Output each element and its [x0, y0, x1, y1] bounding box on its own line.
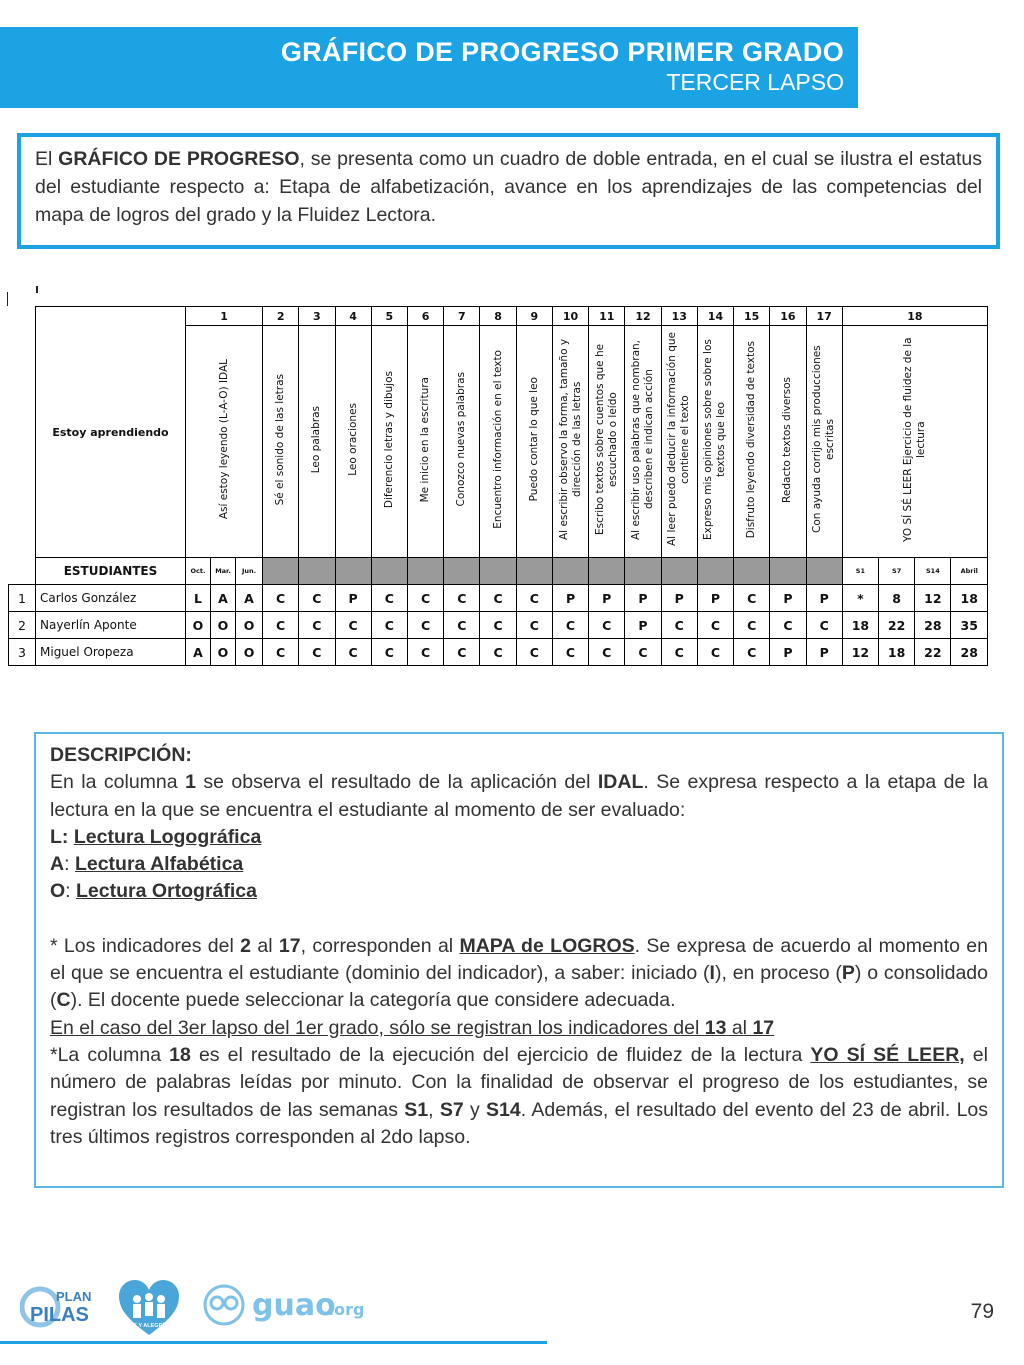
column-number: 1 — [186, 307, 263, 326]
column-number: 16 — [770, 307, 806, 326]
indicator-cell: C — [371, 612, 407, 639]
column-header — [186, 326, 263, 558]
shaded-cell — [806, 558, 842, 585]
idal-cell: O — [211, 612, 236, 639]
indicator-cell: C — [661, 639, 697, 666]
student-name: Miguel Oropeza — [36, 639, 186, 666]
column-number: 4 — [335, 307, 371, 326]
shaded-cell — [661, 558, 697, 585]
column-number: 3 — [299, 307, 335, 326]
column-label: Sé el sonido de las letras — [274, 373, 287, 506]
idal-subheader: Jun. — [236, 558, 263, 585]
indicator-cell: C — [407, 612, 443, 639]
column-header — [552, 326, 588, 558]
indicator-cell: C — [516, 585, 552, 612]
column-header — [299, 326, 335, 558]
column-header — [734, 326, 770, 558]
column-number: 15 — [734, 307, 770, 326]
intro-text-1: El — [35, 148, 59, 170]
fluency-subheader: Abril — [951, 558, 988, 585]
shaded-cell — [697, 558, 733, 585]
column-label: Redacto textos diversos — [781, 376, 794, 503]
indicator-cell: C — [480, 585, 516, 612]
page-title: GRÁFICO DE PROGRESO PRIMER GRADO — [280, 37, 844, 67]
indicator-cell: P — [589, 585, 625, 612]
idal-subheader: Oct. — [186, 558, 211, 585]
indicator-cell: C — [552, 639, 588, 666]
fluency-cell: 35 — [951, 612, 988, 639]
fluency-cell: 28 — [915, 612, 951, 639]
indicator-cell: P — [697, 585, 733, 612]
legend-o: O: Lectura Ortográfica — [50, 880, 257, 903]
svg-text:.org: .org — [328, 1300, 365, 1319]
student-name: Nayerlín Aponte — [36, 612, 186, 639]
fe-y-alegria-logo — [117, 1279, 181, 1337]
indicator-cell: C — [444, 639, 480, 666]
column-label: Diferencio letras y dibujos — [382, 370, 395, 509]
description-heading: DESCRIPCIÓN: — [50, 744, 192, 766]
column-label: Escribo textos sobre cuentos que he escuchado o leído — [593, 343, 619, 536]
indicator-cell: C — [335, 639, 371, 666]
guao-logo — [202, 1283, 367, 1327]
column-header — [371, 326, 407, 558]
column-label: Al leer puedo deducir la información que contiene el texto — [666, 332, 692, 547]
table-row — [9, 612, 988, 639]
page-subtitle: TERCER LAPSO — [666, 69, 844, 95]
column-header — [806, 326, 842, 558]
column-header — [589, 326, 625, 558]
column-label: Al escribir observo la forma, tamaño y dirección de las letras — [557, 338, 583, 541]
indicator-cell: C — [734, 639, 770, 666]
svg-text:PLAN: PLAN — [56, 1289, 92, 1304]
indicator-cell: P — [770, 585, 806, 612]
idal-cell: O — [211, 639, 236, 666]
intro-text-2: , se presenta como un cuadro de doble entrada, en el cual se ilustra el estatus del estudiante respecto a: Etapa de alfabetización, avance en los aprendizajes de las competencias del mapa de logros del grado y la Fluidez Lectora. — [35, 148, 982, 226]
column-label: Puedo contar lo que leo — [527, 377, 540, 502]
column-label: Expreso mis opiniones sobre sobre los textos que leo — [702, 339, 728, 540]
indicator-cell: C — [480, 639, 516, 666]
indicator-cell: C — [552, 612, 588, 639]
indicator-cell: C — [299, 585, 335, 612]
indicator-cell: C — [263, 612, 299, 639]
shaded-cell — [444, 558, 480, 585]
page-number: 79 — [970, 1300, 994, 1323]
shaded-cell — [263, 558, 299, 585]
column-label: Leo oraciones — [346, 403, 359, 476]
student-index: 3 — [9, 639, 36, 666]
shaded-cell — [516, 558, 552, 585]
column-number: 5 — [371, 307, 407, 326]
stray-mark — [36, 286, 38, 293]
indicator-cell: C — [661, 612, 697, 639]
indicator-cell: C — [263, 585, 299, 612]
column-header — [263, 326, 299, 558]
column-label: Disfruto leyendo diversidad de textos — [745, 340, 758, 539]
column-number: 18 — [842, 307, 987, 326]
idal-cell: O — [236, 639, 263, 666]
progress-table — [8, 306, 988, 666]
column-number: 14 — [697, 307, 733, 326]
indicator-cell: C — [516, 639, 552, 666]
column-header — [516, 326, 552, 558]
fluency-cell: 28 — [951, 639, 988, 666]
description-box — [34, 732, 1004, 1188]
intro-text-bold: GRÁFICO DE PROGRESO — [58, 148, 300, 170]
indicator-cell: C — [480, 612, 516, 639]
indicator-cell: C — [734, 612, 770, 639]
indicator-cell: P — [625, 585, 661, 612]
column-label: YO SÍ SÉ LEER Ejercicio de fluidez de la lectura — [901, 337, 927, 542]
fluency-cell: 18 — [842, 612, 878, 639]
column-number: 17 — [806, 307, 842, 326]
indicator-cell: C — [589, 639, 625, 666]
svg-text:FE Y ALEGRÍA: FE Y ALEGRÍA — [129, 1323, 169, 1329]
indicator-cell: P — [770, 639, 806, 666]
indicator-cell: P — [552, 585, 588, 612]
footer-rule — [0, 1341, 547, 1344]
column-header — [661, 326, 697, 558]
column-number: 6 — [407, 307, 443, 326]
indicator-cell: C — [299, 639, 335, 666]
corner-label: Estoy aprendiendo — [36, 307, 186, 558]
column-label: Al escribir uso palabras que nombran, describen e indican acción — [629, 339, 655, 540]
column-label: Encuentro información en el texto — [491, 350, 504, 529]
description-indicators: * Los indicadores del 2 al 17, corresponden al MAPA de LOGROS. Se expresa de acuerdo al momento en el que se encuentra el estudiante (dominio del indicador), a saber: iniciado (I), en proceso (P) o consolidado (C). El docente puede seleccionar la categoría que considere adecuada. — [50, 934, 988, 1012]
idal-cell: L — [186, 585, 211, 612]
idal-cell: A — [186, 639, 211, 666]
blank-cell — [9, 307, 36, 326]
legend-a: A: Lectura Alfabética — [50, 853, 244, 876]
indicator-cell: P — [806, 639, 842, 666]
fluency-subheader: S1 — [842, 558, 878, 585]
column-number: 12 — [625, 307, 661, 326]
description-col1: En la columna 1 se observa el resultado de la aplicación del IDAL. Se expresa respecto a la etapa de la lectura en la que se encuentra el estudiante al momento de ser evaluado: — [50, 771, 988, 821]
table-row — [9, 585, 988, 612]
shaded-cell — [407, 558, 443, 585]
idal-cell: O — [236, 612, 263, 639]
blank-cell — [9, 326, 36, 558]
indicator-cell: P — [625, 612, 661, 639]
intro-box — [17, 133, 1000, 249]
indicator-cell: C — [335, 612, 371, 639]
column-header — [625, 326, 661, 558]
description-third-lapse: En el caso del 3er lapso del 1er grado, sólo se registran los indicadores del 13 al 17 — [50, 1016, 775, 1039]
indicator-cell: C — [444, 585, 480, 612]
shaded-cell — [625, 558, 661, 585]
fluency-cell: 22 — [915, 639, 951, 666]
column-label: Con ayuda corrijo mis producciones escritas — [811, 345, 837, 534]
column-number: 9 — [516, 307, 552, 326]
idal-cell: A — [236, 585, 263, 612]
plan-pilas-logo — [20, 1283, 100, 1331]
indicator-cell: C — [625, 639, 661, 666]
shaded-cell — [552, 558, 588, 585]
column-label: Así estoy leyendo (L-A-O) IDAL — [217, 359, 230, 520]
header-banner — [0, 27, 858, 108]
indicator-cell: P — [661, 585, 697, 612]
student-index: 1 — [9, 585, 36, 612]
legend-l: L: Lectura Logográfica — [50, 825, 262, 848]
column-number: 11 — [589, 307, 625, 326]
student-index: 2 — [9, 612, 36, 639]
column-number: 8 — [480, 307, 516, 326]
indicator-cell: C — [407, 585, 443, 612]
shaded-cell — [480, 558, 516, 585]
idal-cell: O — [186, 612, 211, 639]
shaded-cell — [335, 558, 371, 585]
description-col18: *La columna 18 es el resultado de la ejecución del ejercicio de fluidez de la lectura YO SÍ SÉ LEER, el número de palabras leídas por minuto. Con la finalidad de observar el progreso de los estudiantes, se registran los resultados de las semanas S1, S7 y S14. Además, el resultado del evento del 23 de abril. Los tres últimos registros corresponden al 2do lapso. — [50, 1043, 989, 1148]
indicator-cell: C — [516, 612, 552, 639]
fluency-subheader: S7 — [879, 558, 915, 585]
stray-mark — [7, 292, 8, 306]
column-number: 2 — [263, 307, 299, 326]
idal-subheader: Mar. — [211, 558, 236, 585]
shaded-cell — [734, 558, 770, 585]
column-header — [335, 326, 371, 558]
column-label: Conozco nuevas palabras — [455, 372, 468, 507]
column-header — [444, 326, 480, 558]
column-header — [770, 326, 806, 558]
fluency-cell: 18 — [951, 585, 988, 612]
indicator-cell: C — [299, 612, 335, 639]
column-number: 13 — [661, 307, 697, 326]
indicator-cell: C — [407, 639, 443, 666]
table-row — [9, 639, 988, 666]
indicator-cell: C — [589, 612, 625, 639]
indicator-cell: C — [734, 585, 770, 612]
indicator-cell: C — [444, 612, 480, 639]
column-label: Me inicio en la escritura — [419, 376, 432, 503]
shaded-cell — [371, 558, 407, 585]
fluency-cell: * — [842, 585, 878, 612]
shaded-cell — [770, 558, 806, 585]
column-number: 7 — [444, 307, 480, 326]
column-header — [697, 326, 733, 558]
shaded-cell — [299, 558, 335, 585]
column-header — [407, 326, 443, 558]
indicator-cell: C — [697, 612, 733, 639]
students-label: ESTUDIANTES — [36, 558, 186, 585]
blank-cell — [9, 558, 36, 585]
fluency-cell: 8 — [879, 585, 915, 612]
fluency-cell: 18 — [879, 639, 915, 666]
column-header — [842, 326, 987, 558]
svg-text:guao: guao — [252, 1288, 336, 1323]
fluency-cell: 22 — [879, 612, 915, 639]
shaded-cell — [589, 558, 625, 585]
indicator-cell: C — [697, 639, 733, 666]
idal-cell: A — [211, 585, 236, 612]
fluency-cell: 12 — [915, 585, 951, 612]
student-name: Carlos González — [36, 585, 186, 612]
indicator-cell: C — [263, 639, 299, 666]
indicator-cell: P — [335, 585, 371, 612]
indicator-cell: C — [371, 639, 407, 666]
column-number: 10 — [552, 307, 588, 326]
fluency-subheader: S14 — [915, 558, 951, 585]
column-header — [480, 326, 516, 558]
fluency-cell: 12 — [842, 639, 878, 666]
indicator-cell: C — [371, 585, 407, 612]
column-label: Leo palabras — [310, 405, 323, 474]
svg-text:PILAS: PILAS — [30, 1304, 89, 1326]
indicator-cell: C — [770, 612, 806, 639]
indicator-cell: C — [806, 612, 842, 639]
indicator-cell: P — [806, 585, 842, 612]
